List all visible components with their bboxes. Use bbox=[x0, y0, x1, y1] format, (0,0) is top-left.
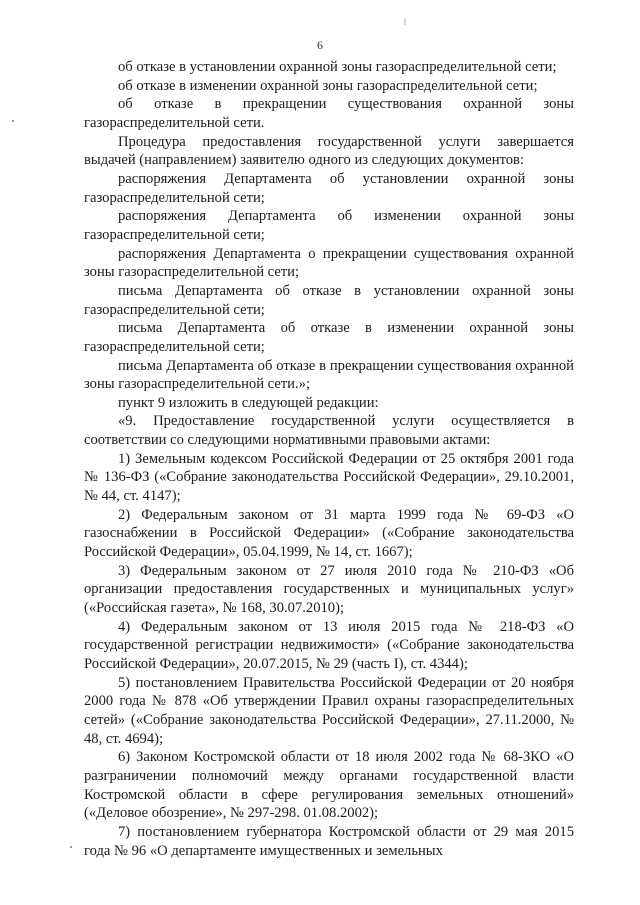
paragraph: «9. Предоставление государственной услуги осуществляется в соответствии со следующими нормативными правовыми актами: bbox=[84, 413, 574, 449]
list-item: 5) постановлением Правительства Российской Федерации от 20 ноября 2000 года № 878 «Об утверждении Правил охраны газораспределительных сетей» («Собрание законодательства Российской Федерации», 27.11.2000, № 48, ст. 4694); bbox=[84, 674, 574, 747]
paragraph: распоряжения Департамента об установлении охранной зоны газораспределительной сети; bbox=[84, 170, 574, 206]
page-number: 6 bbox=[317, 38, 323, 52]
scan-mark bbox=[404, 18, 406, 25]
document-body bbox=[84, 58, 574, 860]
paragraph: распоряжения Департамента о прекращении существования охранной зоны газораспределительной сети; bbox=[84, 245, 574, 281]
scan-speck bbox=[12, 120, 14, 122]
list-item: 6) Законом Костромской области от 18 июля 2002 года № 68-ЗКО «О разграничении полномочий между органами государственной власти Костромской области в сфере регулирования земельных отношений» («Деловое обозрение», № 297-298. 01.08.2002); bbox=[84, 749, 574, 822]
list-item: 4) Федеральным законом от 13 июля 2015 года № 218-ФЗ «О государственной регистрации недвижимости» («Собрание законодательства Российской Федерации», 20.07.2015, № 29 (часть I), ст. 4344); bbox=[84, 618, 574, 672]
list-item: 7) постановлением губернатора Костромской области от 29 мая 2015 года № 96 «О департаменте имущественных и земельных bbox=[84, 823, 574, 859]
paragraph: письма Департамента об отказе в прекращении существования охранной зоны газораспределительной сети.»; bbox=[84, 357, 574, 393]
list-item: 3) Федеральным законом от 27 июля 2010 года № 210-ФЗ «Об организации предоставления государственных и муниципальных услуг» («Российская газета», № 168, 30.07.2010); bbox=[84, 562, 574, 617]
scan-speck bbox=[70, 846, 72, 848]
paragraph: об отказе в изменении охранной зоны газораспределительной сети; bbox=[118, 77, 538, 94]
paragraph: Процедура предоставления государственной услуги завершается выдачей (направлением) заявителю одного из следующих документов: bbox=[84, 133, 574, 169]
paragraph: письма Департамента об отказе в установлении охранной зоны газораспределительной сети; bbox=[84, 282, 574, 318]
list-item: 1) Земельным кодексом Российской Федерации от 25 октября 2001 года № 136-ФЗ («Собрание законодательства Российской Федерации», 29.10.2001, № 44, ст. 4147); bbox=[84, 450, 574, 505]
list-item: 2) Федеральным законом от 31 марта 1999 года № 69-ФЗ «О газоснабжении в Российской Федерации» («Собрание законодательства Российской Федерации», 05.04.1999, № 14, ст. 1667); bbox=[84, 506, 574, 561]
paragraph: пункт 9 изложить в следующей редакции: bbox=[118, 394, 379, 411]
paragraph: письма Департамента об отказе в изменении охранной зоны газораспределительной сети; bbox=[84, 320, 574, 355]
paragraph: об отказе в установлении охранной зоны газораспределительной сети; bbox=[118, 59, 557, 75]
paragraph: об отказе в прекращении существования охранной зоны газораспределительной сети. bbox=[84, 96, 574, 131]
paragraph: распоряжения Департамента об изменении охранной зоны газораспределительной сети; bbox=[84, 208, 574, 243]
